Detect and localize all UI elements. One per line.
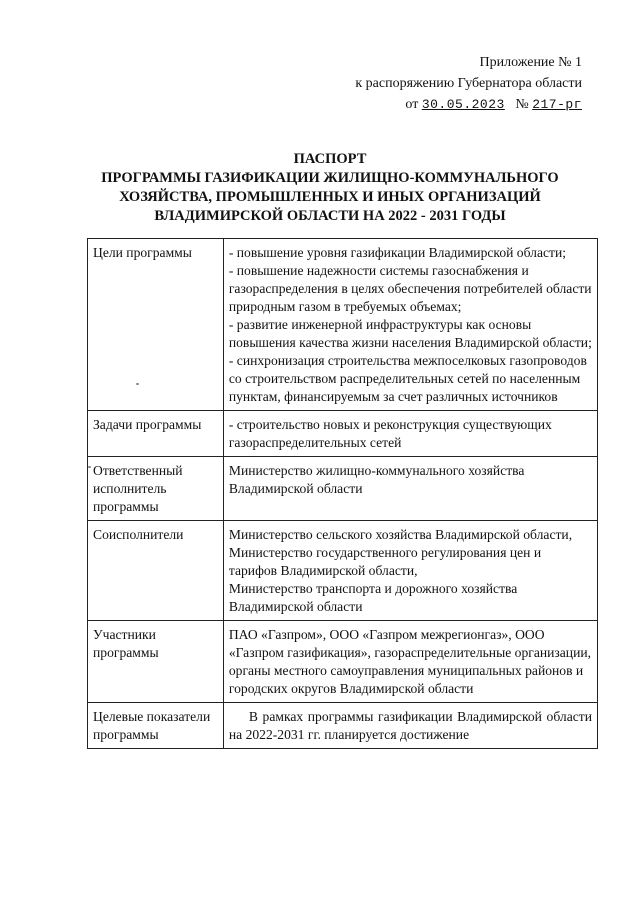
document-title bbox=[90, 150, 570, 226]
date-prefix: от bbox=[405, 97, 419, 112]
number-prefix: № bbox=[515, 97, 529, 112]
appendix-header bbox=[355, 52, 582, 115]
row-label-goals: Цели программы bbox=[88, 239, 224, 411]
scan-speck bbox=[88, 466, 91, 468]
row-value-target-indicators bbox=[223, 703, 597, 749]
row-value-participants bbox=[223, 621, 597, 703]
row-label-tasks: Задачи программы bbox=[88, 411, 224, 457]
table-row bbox=[88, 621, 598, 703]
list-item: - повышение надежности системы газоснабжения и газораспределения в целях обеспечения потребителей области природным газом в требуемых объемах; bbox=[228, 263, 592, 314]
table-row bbox=[88, 457, 598, 521]
row-label-co-executors: Соисполнители bbox=[88, 521, 224, 621]
appendix-order-reference: к распоряжению Губернатора области bbox=[355, 76, 582, 91]
list-item: Министерство транспорта и дорожного хозяйства Владимирской области bbox=[228, 581, 518, 614]
table-row bbox=[88, 411, 598, 457]
list-item: - синхронизация строительства межпоселковых газопроводов со строительством распределительных сетей по населенным пунктам, финансируемым за счет различных источников bbox=[228, 353, 587, 404]
row-value-goals bbox=[223, 239, 597, 411]
row-label-executor: Ответственный исполнитель программы bbox=[88, 457, 224, 521]
list-item: Министерство государственного регулирования цен и тарифов Владимирской области, bbox=[228, 545, 542, 578]
list-item: - развитие инженерной инфраструктуры как основы повышения качества жизни населения Владимирской области; bbox=[228, 317, 592, 350]
list-item: ПАО «Газпром», ООО «Газпром межрегионгаз», ООО «Газпром газификация», газораспределительные организации, органы местного самоуправления муниципальных районов и городских округов Владимирской области bbox=[228, 627, 592, 696]
row-value-co-executors bbox=[223, 521, 597, 621]
title-line-2: ПРОГРАММЫ ГАЗИФИКАЦИИ ЖИЛИЩНО-КОММУНАЛЬНОГО bbox=[101, 170, 559, 186]
title-line-4: ВЛАДИМИРСКОЙ ОБЛАСТИ НА 2022 - 2031 ГОДЫ bbox=[154, 208, 506, 224]
row-value-executor bbox=[223, 457, 597, 521]
list-item: Министерство сельского хозяйства Владимирской области, bbox=[228, 527, 573, 542]
paragraph: В рамках программы газификации Владимирской области на 2022-2031 гг. планируется достижение bbox=[228, 709, 592, 742]
title-line-1: ПАСПОРТ bbox=[293, 151, 367, 167]
table-row bbox=[88, 521, 598, 621]
list-item: - повышение уровня газификации Владимирской области; bbox=[228, 245, 567, 260]
row-value-tasks bbox=[223, 411, 597, 457]
passport-table bbox=[87, 238, 598, 749]
order-date: 30.05.2023 bbox=[421, 97, 505, 112]
row-label-target-indicators: Целевые показатели программы bbox=[88, 703, 224, 749]
order-number: 217-рг bbox=[532, 97, 582, 112]
title-line-3: ХОЗЯЙСТВА, ПРОМЫШЛЕННЫХ И ИНЫХ ОРГАНИЗАЦИЙ bbox=[119, 189, 541, 205]
table-row bbox=[88, 703, 598, 749]
scan-speck bbox=[136, 383, 139, 385]
table-row bbox=[88, 239, 598, 411]
appendix-title: Приложение № 1 bbox=[479, 55, 582, 70]
list-item: Министерство жилищно-коммунального хозяйства Владимирской области bbox=[228, 463, 525, 496]
appendix-date-line bbox=[355, 94, 582, 115]
list-item: - строительство новых и реконструкция существующих газораспределительных сетей bbox=[228, 417, 552, 450]
row-label-participants: Участники программы bbox=[88, 621, 224, 703]
